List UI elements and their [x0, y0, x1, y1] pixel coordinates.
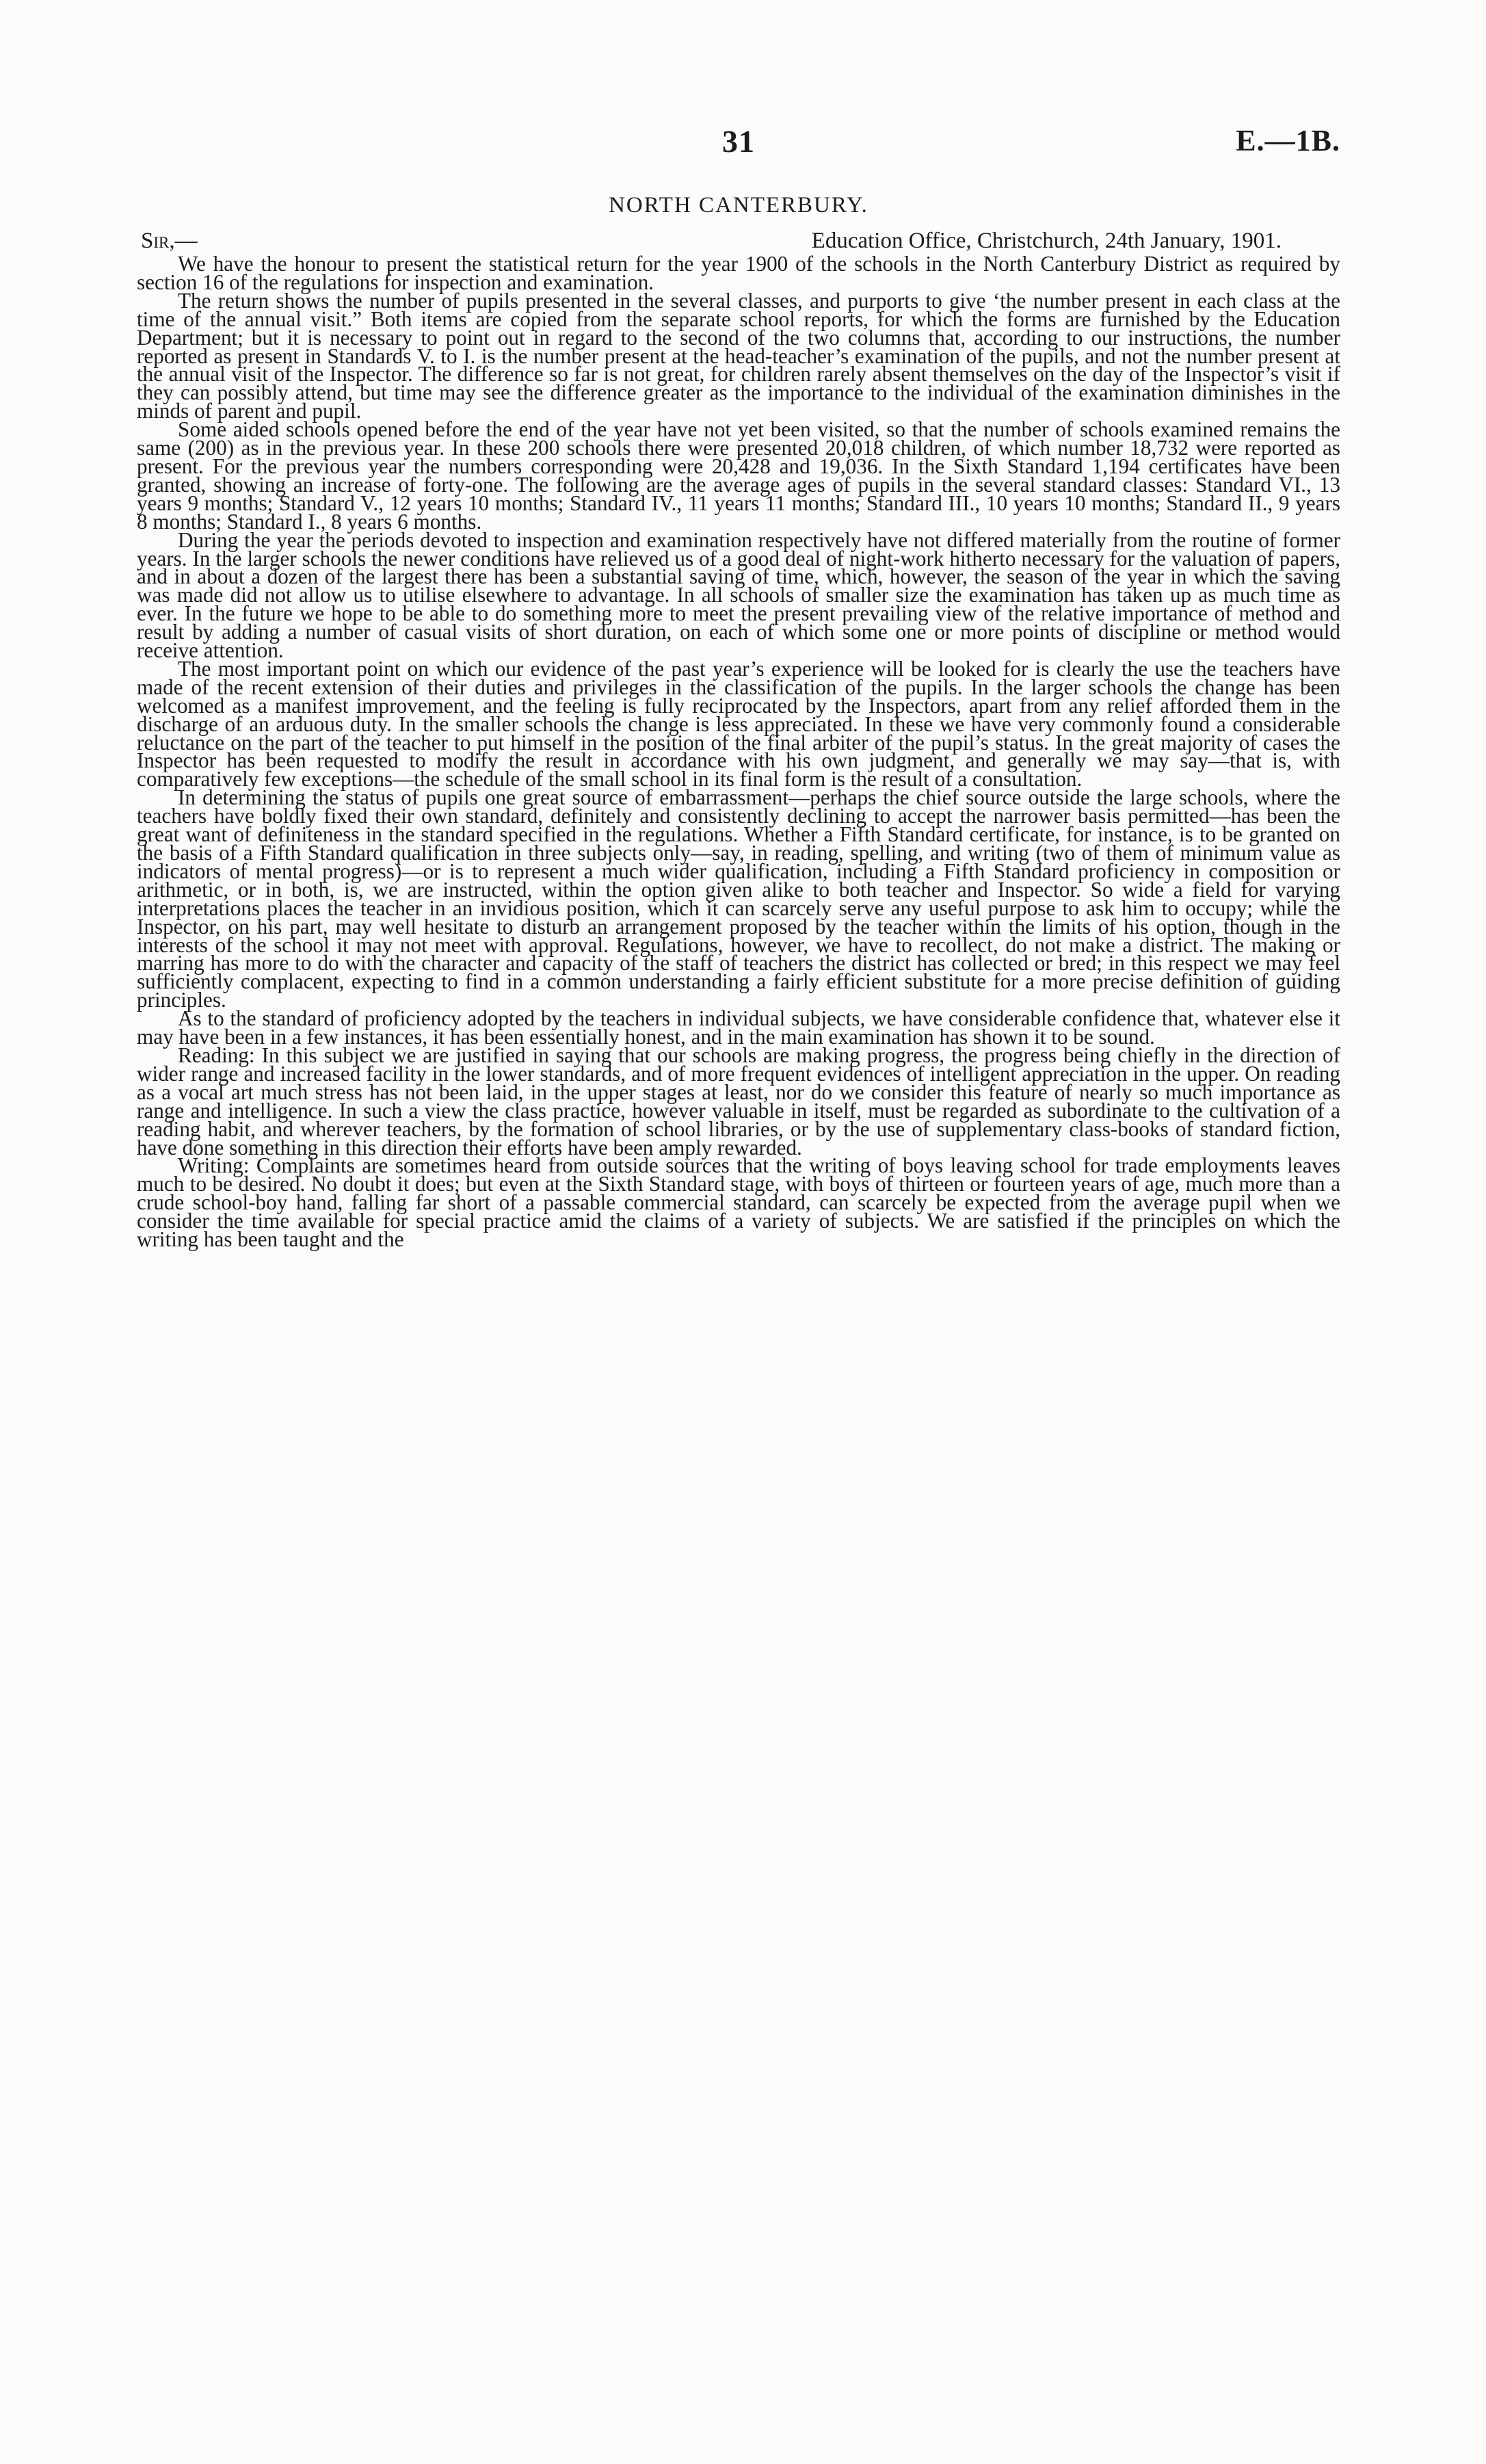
letter-body [137, 252, 1340, 1252]
paragraph-4: During the year the periods devoted to inspection and examination respectively have not differed materially from the routine of former years. In the larger schools the newer conditions have relieved us of a good deal of night-work hitherto necessary for the valuation of papers, and in about a dozen of the largest there has been a substantial saving of time, which, however, the season of the year in which the saving was made did not allow us to utilise elsewhere to advantage. In all schools of smaller size the examination has taken up as much time as ever. In the future we hope to be able to do something more to meet the present prevailing view of the relative importance of method and result by adding a number of casual visits of short duration, on each of which some one or more points of discipline or method would receive attention. [137, 527, 1340, 663]
paragraph-3: Some aided schools opened before the end of the year have not yet been visited, so that the number of schools examined remains the same (200) as in the previous year. In these 200 schools there were presented 20,018 children, of which number 18,732 were reported as present. For the previous year the numbers corresponding were 20,428 and 19,036. In the Sixth Standard 1,194 certificates have been granted, showing an increase of forty-one. The following are the average ages of pupils in the several standard classes: Standard VI., 13 years 9 months; Standard V., 12 years 10 months; Standard IV., 11 years 11 months; Standard III., 10 years 10 months; Standard II., 9 years 8 months; Standard I., 8 years 6 months. [137, 417, 1340, 534]
page-number: 31 [722, 124, 755, 159]
dateline: Education Office, Christchurch, 24th January, 1901. [811, 228, 1282, 253]
page-header [137, 123, 1340, 171]
paragraph-8: Reading: In this subject we are justified in saying that our schools are making progress, the progress being chiefly in the direction of wider range and increased facility in the lower standards, and of more frequent evidences of intelligent appreciation in the upper. On reading as a vocal art much stress has not been laid, in the upper stages at least, nor do we consider this feature of nearly so much importance as range and intelligence. In such a view the class practice, however valuable in itself, must be regarded as subordinate to the cultivation of a reading habit, and wherever teachers, by the formation of school libraries, or by the use of supplementary class-books of standard fiction, have done something in this direction their efforts have been amply rewarded. [137, 1043, 1340, 1159]
salutation: Sir,— [141, 228, 198, 253]
series-code: E.—1B. [1236, 124, 1340, 157]
paragraph-6: In determining the status of pupils one great source of embarrassment—perhaps the chief source outside the large schools, where the teachers have boldly fixed their own standard, definitely and consistently declining to accept the narrower basis permitted—has been the great want of definiteness in the standard specified in the regulations. Whether a Fifth Standard certificate, for instance, is to be granted on the basis of a Fifth Standard qualification in three subjects only—say, in reading, spelling, and writing (two of them of minimum value as indicators of mental progress)—or is to represent a much wider qualification, including a Fifth Standard proficiency in composition or arithmetic, or in both, is, we are instructed, within the option given alike to both teacher and Inspector. So wide a field for varying interpretations places the teacher in an invidious position, which it can scarcely serve any useful purpose to ask him to occupy; while the Inspector, on his part, may well hesitate to disturb an arrangement proposed by the teacher within the limits of his option, though in the interests of the school it may not meet with approval. Regulations, however, we have to recollect, do not make a district. The making or marring has more to do with the character and capacity of the staff of teachers the district has collected or bred; in this respect we may feel sufficiently complacent, expecting to find in a common understanding a fairly efficient substitute for a more precise definition of guiding principles. [137, 785, 1340, 1012]
paragraph-2: The return shows the number of pupils presented in the several classes, and purports to give ‘the number present in each class at the time of the annual visit.” Both items are copied from the separate school reports, for which the forms are furnished by the Education Department; but it is necessary to point out in regard to the second of the two columns that, according to our instructions, the number reported as present in Standards V. to I. is the number present at the head-teacher’s examination of the pupils, and not the number present at the annual visit of the Inspector. The difference so far is not great, for children rarely absent themselves on the day of the Inspector’s visit if they can possibly attend, but time may see the difference greater as the importance to the individual of the examination diminishes in the minds of parent and pupil. [137, 288, 1340, 423]
paragraph-9: Writing: Complaints are sometimes heard from outside sources that the writing of boys leaving school for trade employments leaves much to be desired. No doubt it does; but even at the Sixth Standard stage, with boys of thirteen or fourteen years of age, much more than a crude school-boy hand, falling far short of a passable commercial standard, can scarcely be expected from the average pupil when we consider the time available for special practice amid the claims of a variety of subjects. We are satisfied if the principles on which the writing has been taught and the [137, 1153, 1340, 1252]
paragraph-5: The most important point on which our evidence of the past year’s experience will be looked for is clearly the use the teachers have made of the recent extension of their duties and privileges in the classification of the pupils. In the larger schools the change has been welcomed as a manifest improvement, and the feeling is fully reciprocated by the Inspectors, apart from any relief afforded them in the discharge of an arduous duty. In the smaller schools the change is less appreciated. In these we have very commonly found a considerable reluctance on the part of the teacher to put himself in the position of the final arbiter of the pupil’s status. In the great majority of cases the Inspector has been requested to modify the result in accordance with his own judgment, and generally we may say—that is, with comparatively few exceptions—the schedule of the small school in its final form is the result of a consultation. [137, 656, 1340, 791]
paragraph-7: As to the standard of proficiency adopted by the teachers in individual subjects, we have considerable confidence that, whatever else it may have been in a few instances, it has been essentially honest, and in the main examination has shown it to be sound. [137, 1006, 1340, 1049]
section-title: NORTH CANTERBURY. [609, 193, 868, 218]
paragraph-1: We have the honour to present the statistical return for the year 1900 of the schools in the North Canterbury District as required by section 16 of the regulations for inspection and examination. [137, 252, 1340, 294]
